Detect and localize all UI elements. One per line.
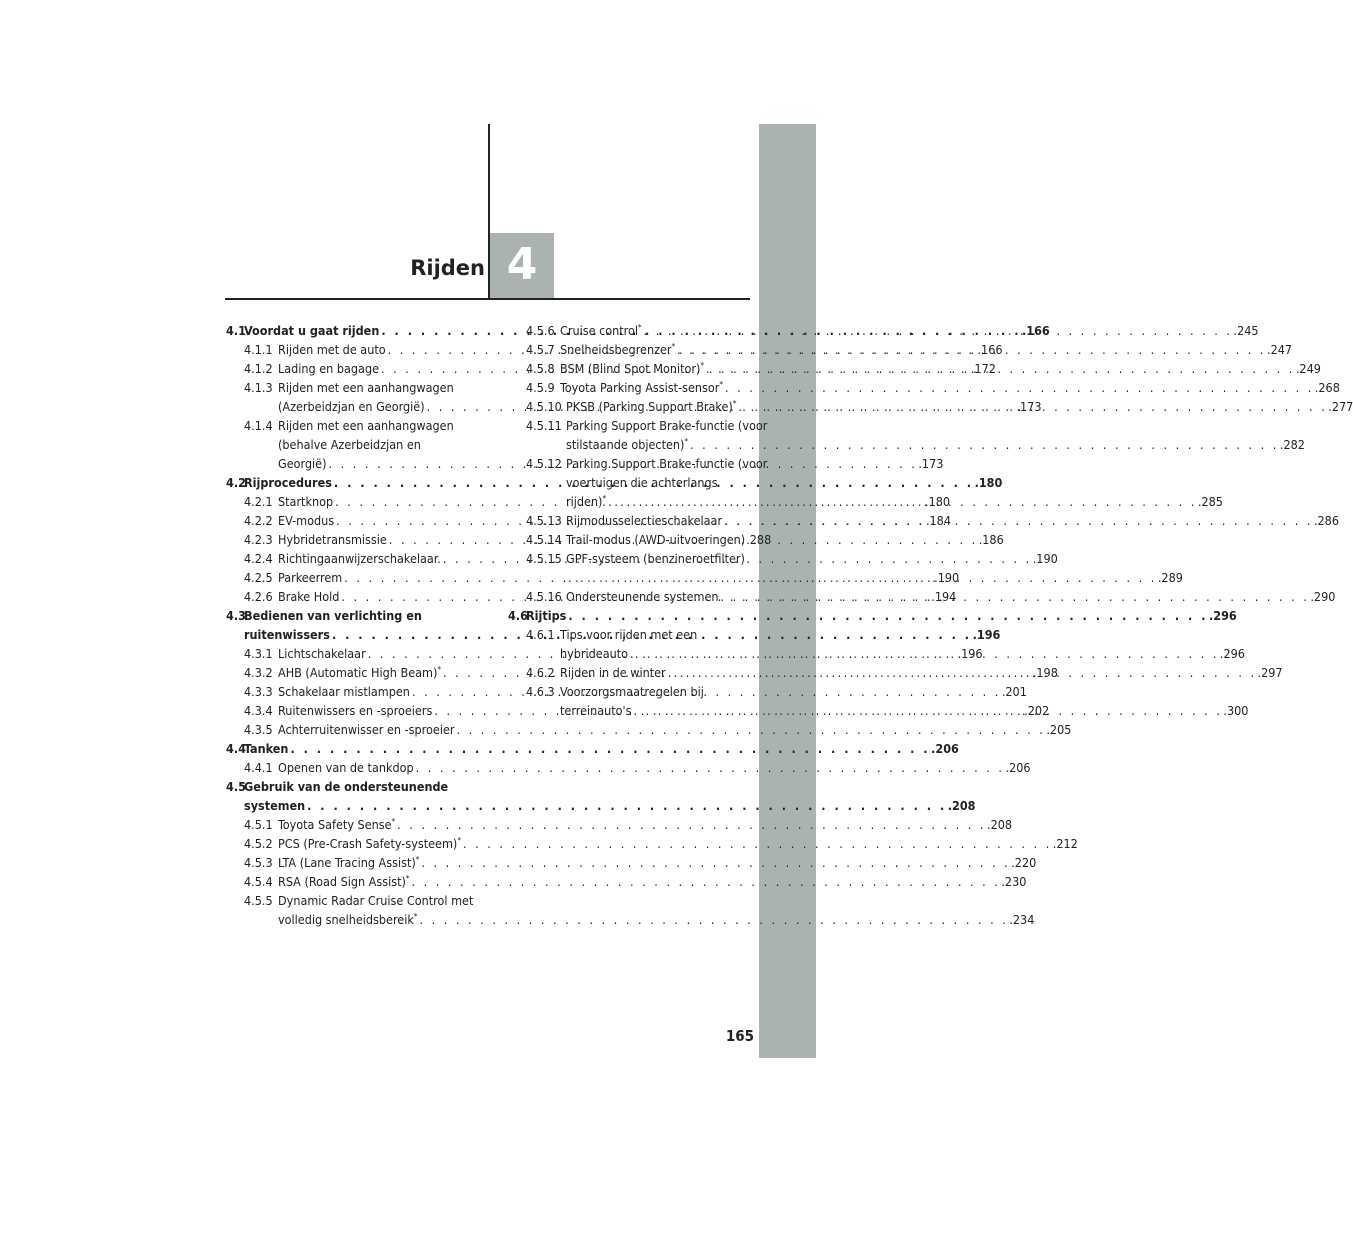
toc-page: .206 xyxy=(1005,760,1031,775)
toc-number: 4.6.3 xyxy=(526,684,555,699)
toc-page: .166 xyxy=(1021,323,1050,338)
toc-title: Toyota Parking Assist-sensor xyxy=(560,380,720,395)
toc-number: 4.5.8 xyxy=(526,361,555,376)
toc-entry[interactable] xyxy=(226,815,1013,834)
toc-title: Schakelaar mistlampen xyxy=(278,684,410,699)
toc-entry[interactable] xyxy=(226,777,471,796)
footnote-star: * xyxy=(415,854,420,864)
toc-page: .173 xyxy=(918,456,944,471)
toc-title: Startknop xyxy=(278,494,334,509)
toc-title: ruitenwissers xyxy=(244,627,330,642)
toc-title: rijden) xyxy=(566,494,603,509)
toc-title: Parkeerrem xyxy=(278,570,343,585)
toc-page: .180 xyxy=(925,494,951,509)
toc-number: 4.1.4 xyxy=(244,418,273,433)
toc-title: Gebruik van de ondersteunende xyxy=(244,779,449,794)
chapter-title: Rijden xyxy=(410,256,485,280)
toc-title: Cruise control xyxy=(560,323,639,338)
toc-number: 4.3.3 xyxy=(244,684,273,699)
toc-title: EV-modus xyxy=(278,513,335,528)
toc-page: .205 xyxy=(1046,722,1072,737)
toc-title: systemen xyxy=(244,798,306,813)
toc-number: 4.5.10 xyxy=(526,399,562,414)
toc-entry-cont xyxy=(226,435,471,454)
toc-number: 4.3.5 xyxy=(244,722,273,737)
chapter-number: 4 xyxy=(506,239,538,290)
toc-page: .190 xyxy=(1032,551,1058,566)
toc-number: 4.2.1 xyxy=(244,494,273,509)
toc-page: .202 xyxy=(1024,703,1050,718)
toc-number: 4.5.13 xyxy=(526,513,562,528)
footnote-star: * xyxy=(413,911,418,921)
toc-title: PCS (Pre-Crash Safety-systeem) xyxy=(278,836,458,851)
toc-number: 4.3.4 xyxy=(244,703,273,718)
toc-page: .282 xyxy=(1279,437,1305,452)
footnote-star: * xyxy=(405,873,410,883)
toc-title: terreinauto's xyxy=(560,703,632,718)
toc-number: 4.5.6 xyxy=(526,323,555,338)
footnote-star: * xyxy=(732,398,737,408)
toc-title: AHB (Automatic High Beam) xyxy=(278,665,438,680)
toc-title: Richtingaanwijzerschakelaar. xyxy=(278,551,441,566)
toc-entry[interactable] xyxy=(226,416,471,435)
footnote-star: * xyxy=(457,835,461,845)
toc-title: Rijtips xyxy=(526,608,567,623)
toc-page: .184 xyxy=(925,513,951,528)
toc-entry[interactable] xyxy=(508,530,772,549)
toc-title: Rijden met een aanhangwagen xyxy=(278,418,454,433)
toc-number: 4.2.4 xyxy=(244,551,273,566)
toc-entry[interactable] xyxy=(226,872,1027,891)
toc-page: .245 xyxy=(1233,323,1259,338)
toc-number: 4.1.2 xyxy=(244,361,273,376)
toc-number: 4.5.7 xyxy=(526,342,555,357)
toc-page: .212 xyxy=(1052,836,1078,851)
toc-number: 4.1 xyxy=(226,323,246,338)
toc-page: .220 xyxy=(1011,855,1037,870)
footnote-star: * xyxy=(437,664,441,674)
toc-title: Lading en bagage xyxy=(278,361,380,376)
toc-number: 4.4 xyxy=(226,741,246,756)
toc-entry[interactable] xyxy=(226,891,474,910)
toc-title: (Azerbeidzjan en Georgië) xyxy=(278,399,425,414)
toc-number: 4.2.5 xyxy=(244,570,273,585)
toc-number: 4.5.11 xyxy=(526,418,562,433)
toc-page: .196 xyxy=(972,627,1001,642)
toc-page: .247 xyxy=(1267,342,1293,357)
toc-number: 4.5.5 xyxy=(244,893,273,908)
toc-entry[interactable] xyxy=(508,549,753,568)
footnote-star: * xyxy=(671,341,676,351)
toc-title: Voordat u gaat rijden xyxy=(244,323,380,338)
toc-title: GPF-systeem (benzineroetfilter) xyxy=(566,551,745,566)
footnote-star: * xyxy=(684,436,689,446)
toc-title: volledig snelheidsbereik xyxy=(278,912,414,927)
footnote-star: * xyxy=(719,379,723,389)
toc-number: 4.2.6 xyxy=(244,589,273,604)
toc-title: Bedienen van verlichting en xyxy=(244,608,422,623)
toc-page: .198 xyxy=(1032,665,1058,680)
toc-number: 4.2 xyxy=(226,475,246,490)
footnote-star: * xyxy=(391,816,396,826)
toc-page: .166 xyxy=(977,342,1003,357)
toc-page: .180 xyxy=(974,475,1003,490)
toc-number: 4.3.1 xyxy=(244,646,273,661)
toc-title: Rijprocedures xyxy=(244,475,332,490)
toc-title: Parking Support Brake-functie (voor xyxy=(566,456,768,471)
toc-page: .290 xyxy=(1310,589,1336,604)
toc-page: .289 xyxy=(1157,570,1183,585)
toc-number: 4.5.16 xyxy=(526,589,562,604)
toc-number: 4.1.1 xyxy=(244,342,273,357)
toc-title: RSA (Road Sign Assist) xyxy=(278,874,406,889)
toc-number: 4.5.12 xyxy=(526,456,562,471)
toc-page: .172 xyxy=(970,361,996,376)
toc-title: Tips voor rijden met een xyxy=(560,627,698,642)
toc-entry[interactable] xyxy=(226,758,1031,777)
toc-page: .296 xyxy=(1209,608,1237,623)
toc-title: Ondersteunende systemen xyxy=(566,589,719,604)
toc-title: Toyota Safety Sense xyxy=(278,817,392,832)
toc-number: 4.5.3 xyxy=(244,855,273,870)
toc-title: Openen van de tankdop xyxy=(278,760,414,775)
toc-title: Tanken xyxy=(244,741,289,756)
toc-page: .285 xyxy=(1197,494,1223,509)
page-number: 165 xyxy=(725,1027,754,1045)
toc-title: Rijmodusselectieschakelaar xyxy=(566,513,723,528)
toc-title: stilstaande objecten) xyxy=(566,437,685,452)
toc-page: .206 xyxy=(931,741,959,756)
toc-title: Rijden met de auto xyxy=(278,342,386,357)
toc-page: .277 xyxy=(1328,399,1353,414)
toc-entry[interactable] xyxy=(508,625,753,644)
toc-entry-cont[interactable] xyxy=(226,796,976,815)
toc-page: .186 xyxy=(978,532,1004,547)
toc-title: BSM (Blind Spot Monitor) xyxy=(560,361,701,376)
toc-page: .234 xyxy=(1009,912,1035,927)
toc-title: Georgië) xyxy=(278,456,327,471)
toc-entry[interactable] xyxy=(226,834,1078,853)
toc-number: 4.5.4 xyxy=(244,874,273,889)
toc-title: Trail-modus (AWD-uitvoeringen) xyxy=(566,532,746,547)
toc-entry[interactable] xyxy=(226,568,960,587)
toc-title: Rijden met een aanhangwagen xyxy=(278,380,454,395)
toc-number: 4.1.3 xyxy=(244,380,273,395)
toc-title: Brake Hold xyxy=(278,589,340,604)
toc-title: Voorzorgsmaatregelen bij xyxy=(560,684,704,699)
toc-entry-cont[interactable] xyxy=(226,910,1035,929)
toc-title: PKSB (Parking Support Brake) xyxy=(566,399,733,414)
toc-title: Lichtschakelaar xyxy=(278,646,366,661)
footnote-star: * xyxy=(638,322,642,332)
toc-page: .194 xyxy=(931,589,957,604)
toc-entry[interactable] xyxy=(508,378,1340,397)
toc-page: .286 xyxy=(1313,513,1339,528)
toc-number: 4.5.14 xyxy=(526,532,562,547)
toc-number: 4.2.2 xyxy=(244,513,273,528)
toc-page: .208 xyxy=(947,798,976,813)
toc-number: 4.5.9 xyxy=(526,380,555,395)
chapter-number-box xyxy=(490,233,554,298)
toc-page: .230 xyxy=(1001,874,1027,889)
toc-number: 4.5 xyxy=(226,779,246,794)
toc-entry[interactable] xyxy=(508,416,768,435)
toc-page: .173 xyxy=(1016,399,1042,414)
toc-title: hybrideauto xyxy=(560,646,629,661)
toc-page: .201 xyxy=(1001,684,1027,699)
toc-page: .208 xyxy=(987,817,1013,832)
toc-number: 4.5.2 xyxy=(244,836,273,851)
toc-entry[interactable] xyxy=(508,454,768,473)
toc-page: .268 xyxy=(1314,380,1340,395)
toc-title: Parking Support Brake-functie (voor xyxy=(566,418,768,433)
header-horizontal-rule xyxy=(225,298,750,300)
toc-number: 4.4.1 xyxy=(244,760,273,775)
toc-title: Dynamic Radar Cruise Control met xyxy=(278,893,474,908)
toc-number: 4.6 xyxy=(508,608,528,623)
toc-entry[interactable] xyxy=(226,378,471,397)
toc-number: 4.3 xyxy=(226,608,246,623)
toc-title: LTA (Lane Tracing Assist) xyxy=(278,855,416,870)
toc-entry[interactable] xyxy=(226,720,1072,739)
toc-title: voertuigen die achterlangs xyxy=(566,475,718,490)
toc-title: (behalve Azerbeidzjan en xyxy=(278,437,421,452)
toc-page: .300 xyxy=(1223,703,1249,718)
toc-title: Ruitenwissers en -sproeiers xyxy=(278,703,433,718)
toc-title: Rijden in de winter xyxy=(560,665,666,680)
toc-page: .196 xyxy=(957,646,983,661)
footnote-star: * xyxy=(700,360,704,370)
toc-number: 4.6.1 xyxy=(526,627,555,642)
toc-number: 4.5.1 xyxy=(244,817,273,832)
toc-page: .288 xyxy=(746,532,772,547)
toc-number: 4.3.2 xyxy=(244,665,273,680)
toc-page: .249 xyxy=(1295,361,1321,376)
toc-page: .297 xyxy=(1257,665,1283,680)
toc-entry[interactable] xyxy=(226,606,471,625)
toc-number: 4.5.15 xyxy=(526,551,562,566)
toc-entry[interactable] xyxy=(508,606,1237,625)
toc-entry-cont xyxy=(508,473,753,492)
toc-entry-cont[interactable] xyxy=(508,435,1305,454)
footnote-star: * xyxy=(602,493,607,503)
toc-entry[interactable] xyxy=(226,739,959,758)
toc-title: Hybridetransmissie xyxy=(278,532,387,547)
toc-entry[interactable] xyxy=(508,682,753,701)
toc-title: Snelheidsbegrenzer xyxy=(560,342,672,357)
toc-page: .190 xyxy=(934,570,960,585)
toc-entry[interactable] xyxy=(226,853,1037,872)
toc-number: 4.2.3 xyxy=(244,532,273,547)
toc-page: .296 xyxy=(1219,646,1245,661)
toc-title: Achterruitenwisser en -sproeier xyxy=(278,722,455,737)
toc-number: 4.6.2 xyxy=(526,665,555,680)
